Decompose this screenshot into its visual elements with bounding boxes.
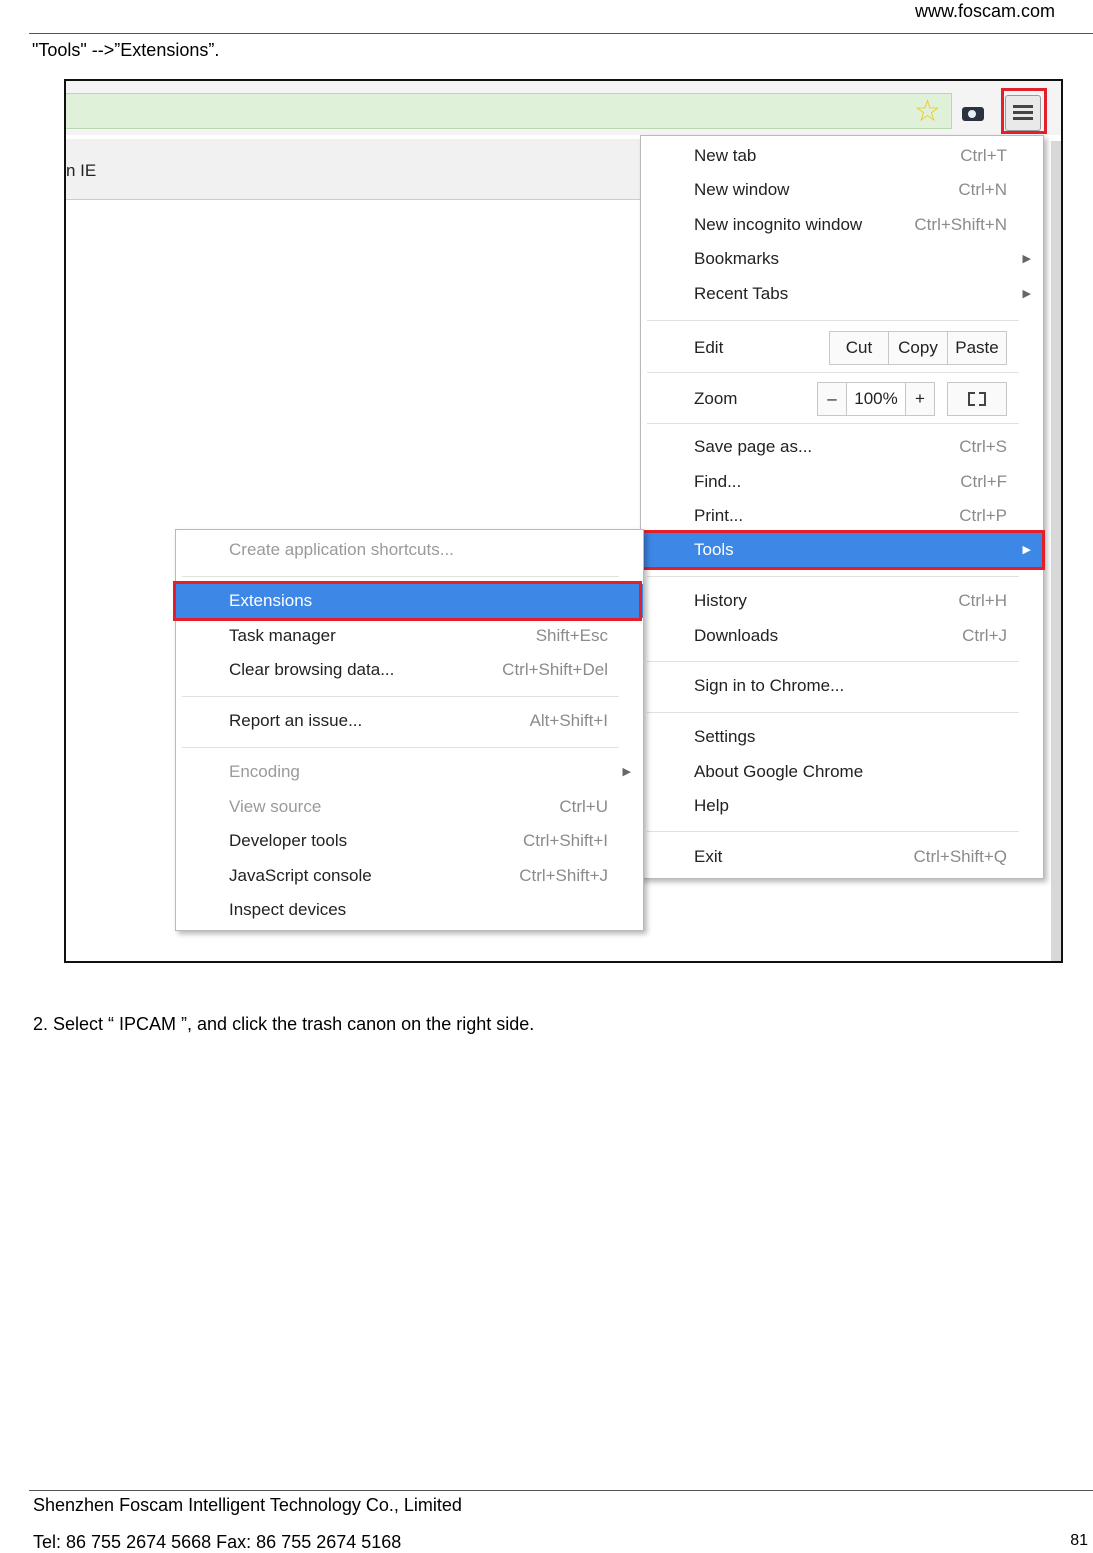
- site-url[interactable]: www.foscam.com: [914, 1, 1055, 21]
- tools-highlight-box: [641, 530, 1045, 570]
- separator: [647, 576, 1019, 577]
- separator: [182, 696, 619, 697]
- star-icon[interactable]: ☆: [914, 95, 941, 128]
- menu-item-history[interactable]: History Ctrl+H: [694, 591, 1007, 610]
- submenu-item-task-manager[interactable]: Task manager Shift+Esc: [229, 626, 608, 645]
- menu-item-help[interactable]: Help: [694, 796, 729, 815]
- submenu-item-inspect-devices[interactable]: Inspect devices: [229, 900, 347, 919]
- menu-item-print[interactable]: Print... Ctrl+P: [694, 506, 1007, 525]
- tools-submenu: [175, 529, 644, 931]
- separator: [647, 372, 1019, 373]
- menu-item-sign-in[interactable]: Sign in to Chrome...: [694, 676, 845, 695]
- paste-button[interactable]: Paste: [948, 331, 1007, 365]
- submenu-item-developer-tools[interactable]: Developer tools Ctrl+Shift+I: [229, 831, 608, 850]
- zoom-button-group: [817, 382, 935, 416]
- submenu-arrow-icon: ▶: [622, 766, 631, 778]
- contact-info: Tel: 86 755 2674 5668 Fax: 86 755 2674 5168: [33, 1532, 402, 1552]
- browser-toolbar: [66, 81, 1061, 135]
- submenu-item-view-source[interactable]: View source Ctrl+U: [229, 797, 608, 816]
- submenu-item-clear-data[interactable]: Clear browsing data... Ctrl+Shift+Del: [229, 660, 608, 679]
- menu-item-bookmarks[interactable]: Bookmarks ▶: [641, 242, 1043, 276]
- fullscreen-button[interactable]: [947, 382, 1007, 416]
- submenu-item-create-shortcuts[interactable]: Create application shortcuts...: [229, 540, 454, 559]
- separator: [647, 423, 1019, 424]
- menu-item-about[interactable]: About Google Chrome: [694, 762, 864, 781]
- submenu-arrow-icon: ▶: [1022, 253, 1031, 265]
- intro-text: "Tools" -->”Extensions”.: [32, 40, 220, 60]
- tab-label[interactable]: n IE: [66, 161, 97, 180]
- menu-item-exit[interactable]: Exit Ctrl+Shift+Q: [694, 847, 1007, 866]
- company-name: Shenzhen Foscam Intelligent Technology Co., Limited: [33, 1495, 462, 1515]
- menu-item-new-incognito[interactable]: New incognito window Ctrl+Shift+N: [694, 215, 1007, 234]
- page-number: 81: [1070, 1532, 1088, 1549]
- omnibox[interactable]: [66, 93, 952, 129]
- copy-button[interactable]: Copy: [889, 331, 948, 365]
- submenu-item-encoding[interactable]: Encoding ▶: [176, 755, 643, 789]
- menu-item-new-window[interactable]: New window Ctrl+N: [694, 180, 1007, 199]
- menu-item-zoom: Zoom – 100% +: [641, 378, 1043, 420]
- separator: [182, 747, 619, 748]
- camera-icon[interactable]: [962, 107, 984, 121]
- separator: [182, 576, 619, 577]
- header-rule: [29, 33, 1093, 34]
- tab-area: [66, 139, 641, 200]
- scrollbar[interactable]: [1051, 141, 1061, 961]
- footer-rule: [29, 1490, 1093, 1491]
- menu-item-edit: Edit Cut Copy Paste: [641, 327, 1043, 369]
- zoom-level: 100%: [847, 382, 906, 416]
- edit-button-group: [829, 331, 1007, 365]
- submenu-arrow-icon: ▶: [1022, 544, 1031, 556]
- separator: [647, 661, 1019, 662]
- menu-item-find[interactable]: Find... Ctrl+F: [694, 472, 1007, 491]
- separator: [647, 831, 1019, 832]
- zoom-out-button[interactable]: –: [817, 382, 847, 416]
- browser-screenshot: [64, 79, 1063, 963]
- menu-highlight-box: [1001, 88, 1047, 134]
- menu-item-settings[interactable]: Settings: [694, 727, 756, 746]
- step-text: 2. Select “ IPCAM ”, and click the trash canon on the right side.: [33, 1014, 535, 1034]
- menu-item-tools[interactable]: Tools ▶: [641, 533, 1043, 567]
- submenu-arrow-icon: ▶: [1022, 288, 1031, 300]
- separator: [647, 320, 1019, 321]
- fullscreen-icon: [968, 392, 986, 406]
- cut-button[interactable]: Cut: [829, 331, 889, 365]
- submenu-item-js-console[interactable]: JavaScript console Ctrl+Shift+J: [229, 866, 608, 885]
- zoom-in-button[interactable]: +: [906, 382, 935, 416]
- chrome-menu: [640, 135, 1044, 879]
- extensions-highlight-box: [173, 581, 642, 621]
- menu-item-recent-tabs[interactable]: Recent Tabs ▶: [641, 277, 1043, 311]
- submenu-item-extensions[interactable]: Extensions: [176, 584, 643, 618]
- menu-item-new-tab[interactable]: New tab Ctrl+T: [694, 146, 1007, 165]
- submenu-item-report-issue[interactable]: Report an issue... Alt+Shift+I: [229, 711, 608, 730]
- separator: [647, 712, 1019, 713]
- menu-item-downloads[interactable]: Downloads Ctrl+J: [694, 626, 1007, 645]
- menu-item-save-page[interactable]: Save page as... Ctrl+S: [694, 437, 1007, 456]
